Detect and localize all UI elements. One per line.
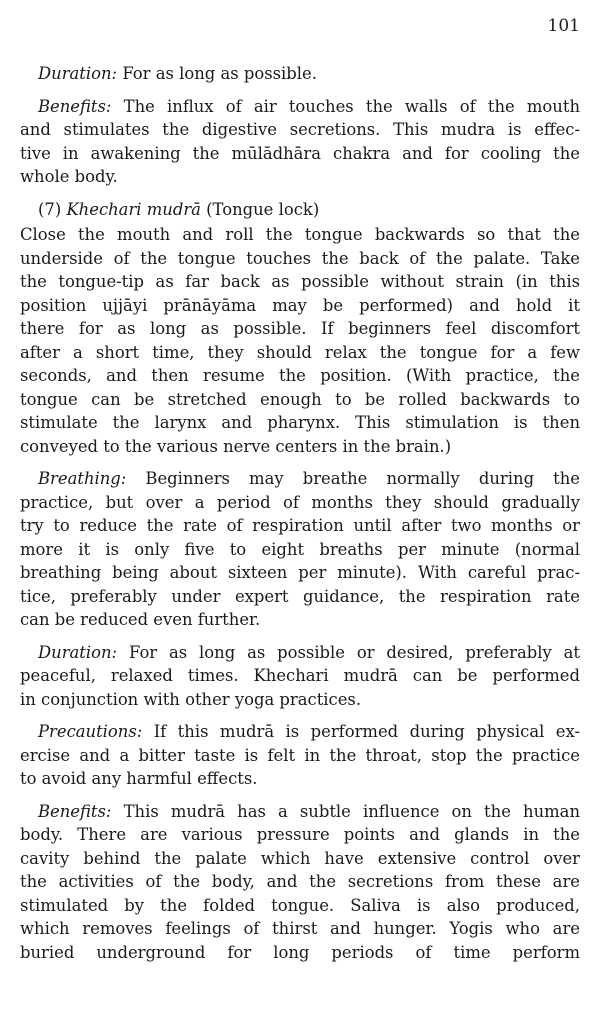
- section-subtitle: (Tongue lock): [206, 199, 320, 219]
- paragraph-breathing: [20, 467, 580, 632]
- text-line: body. There are various pressure points and glands in the: [20, 825, 580, 844]
- text-line: For as long as possible or desired, preferably at: [128, 642, 580, 662]
- text-line: try to reduce the rate of respiration until after two months or: [20, 516, 580, 535]
- text-line: If this mudrā is performed during physical ex-: [153, 722, 580, 741]
- text-line: practice, but over a period of months they should gradually: [20, 492, 580, 512]
- text-line: the tongue-tip as far back as possible without strain (in this: [20, 272, 580, 291]
- section-title: Khechari mudrā: [66, 199, 201, 219]
- text-line: underside of the tongue touches the back of the palate. Take: [20, 248, 580, 268]
- text-line: tice, preferably under expert guidance, the respiration rate: [20, 586, 580, 606]
- text-line: buried underground for long periods of time perform: [20, 942, 580, 962]
- text-line-group: [20, 95, 580, 119]
- text-line: stimulated by the folded tongue. Saliva is also produced,: [20, 895, 580, 915]
- text-line: Close the mouth and roll the tongue backwards so that the: [20, 225, 580, 244]
- text-line-group: [20, 641, 580, 665]
- text-line: which removes feelings of thirst and hunger. Yogis who are: [20, 919, 580, 938]
- paragraph-benefits-1: [20, 95, 580, 189]
- page-body: [20, 62, 580, 973]
- text-line: tongue can be stretched enough to be rolled backwards to: [20, 389, 580, 409]
- text-line: seconds, and then resume the position. (With practice, the: [20, 366, 580, 385]
- text-line: stimulate the larynx and pharynx. This stimulation is then: [20, 413, 580, 432]
- text-line: whole body.: [20, 167, 118, 186]
- paragraph-label: Precautions:: [38, 722, 143, 741]
- paragraph-label: Benefits:: [38, 801, 112, 821]
- text-line-group: [20, 800, 580, 824]
- text-line: position ujjāyi prānāyāma may be performed) and hold it: [20, 295, 580, 315]
- paragraph-label: Breathing:: [38, 469, 127, 488]
- text-line: more it is only five to eight breaths per minute (normal: [20, 539, 580, 559]
- text-line: the activities of the body, and the secretions from these are: [20, 872, 580, 891]
- section-heading-khechari: [20, 198, 580, 222]
- text-line: For as long as possible.: [122, 64, 317, 83]
- paragraph-duration-2: [20, 641, 580, 712]
- text-line: ercise and a bitter taste is felt in the throat, stop the practice: [20, 745, 580, 765]
- text-line: This mudrā has a subtle influence on the human: [123, 801, 580, 821]
- text-line: conveyed to the various nerve centers in the brain.): [20, 436, 452, 456]
- paragraph-precautions: [20, 720, 580, 791]
- section-number: (7): [38, 199, 62, 219]
- text-line: there for as long as possible. If beginners feel discomfort: [20, 319, 580, 338]
- text-line-group: [20, 467, 580, 491]
- text-line: breathing being about sixteen per minute). With careful prac-: [20, 563, 580, 582]
- text-line: Beginners may breathe normally during the: [145, 469, 581, 488]
- page-number: 101: [547, 16, 580, 36]
- text-line: peaceful, relaxed times. Khechari mudrā can be performed: [20, 666, 580, 685]
- text-line: cavity behind the palate which have extensive control over: [20, 848, 580, 868]
- text-line-group: [20, 720, 580, 744]
- paragraph-benefits-2: [20, 800, 580, 965]
- paragraph-label: Duration:: [38, 64, 118, 83]
- paragraph-label: Duration:: [38, 642, 118, 662]
- paragraph-technique: [20, 223, 580, 458]
- text-line: after a short time, they should relax the tongue for a few: [20, 342, 580, 362]
- text-line: The influx of air touches the walls of the mouth: [123, 96, 580, 116]
- text-line: to avoid any harmful effects.: [20, 769, 258, 788]
- paragraph-duration-1: [20, 62, 580, 86]
- text-line: in conjunction with other yoga practices.: [20, 689, 362, 709]
- text-line: and stimulates the digestive secretions. This mudra is effec-: [20, 120, 580, 139]
- text-line: can be reduced even further.: [20, 610, 261, 629]
- text-line: tive in awakening the mūlādhāra chakra and for cooling the: [20, 143, 580, 163]
- paragraph-label: Benefits:: [38, 96, 112, 116]
